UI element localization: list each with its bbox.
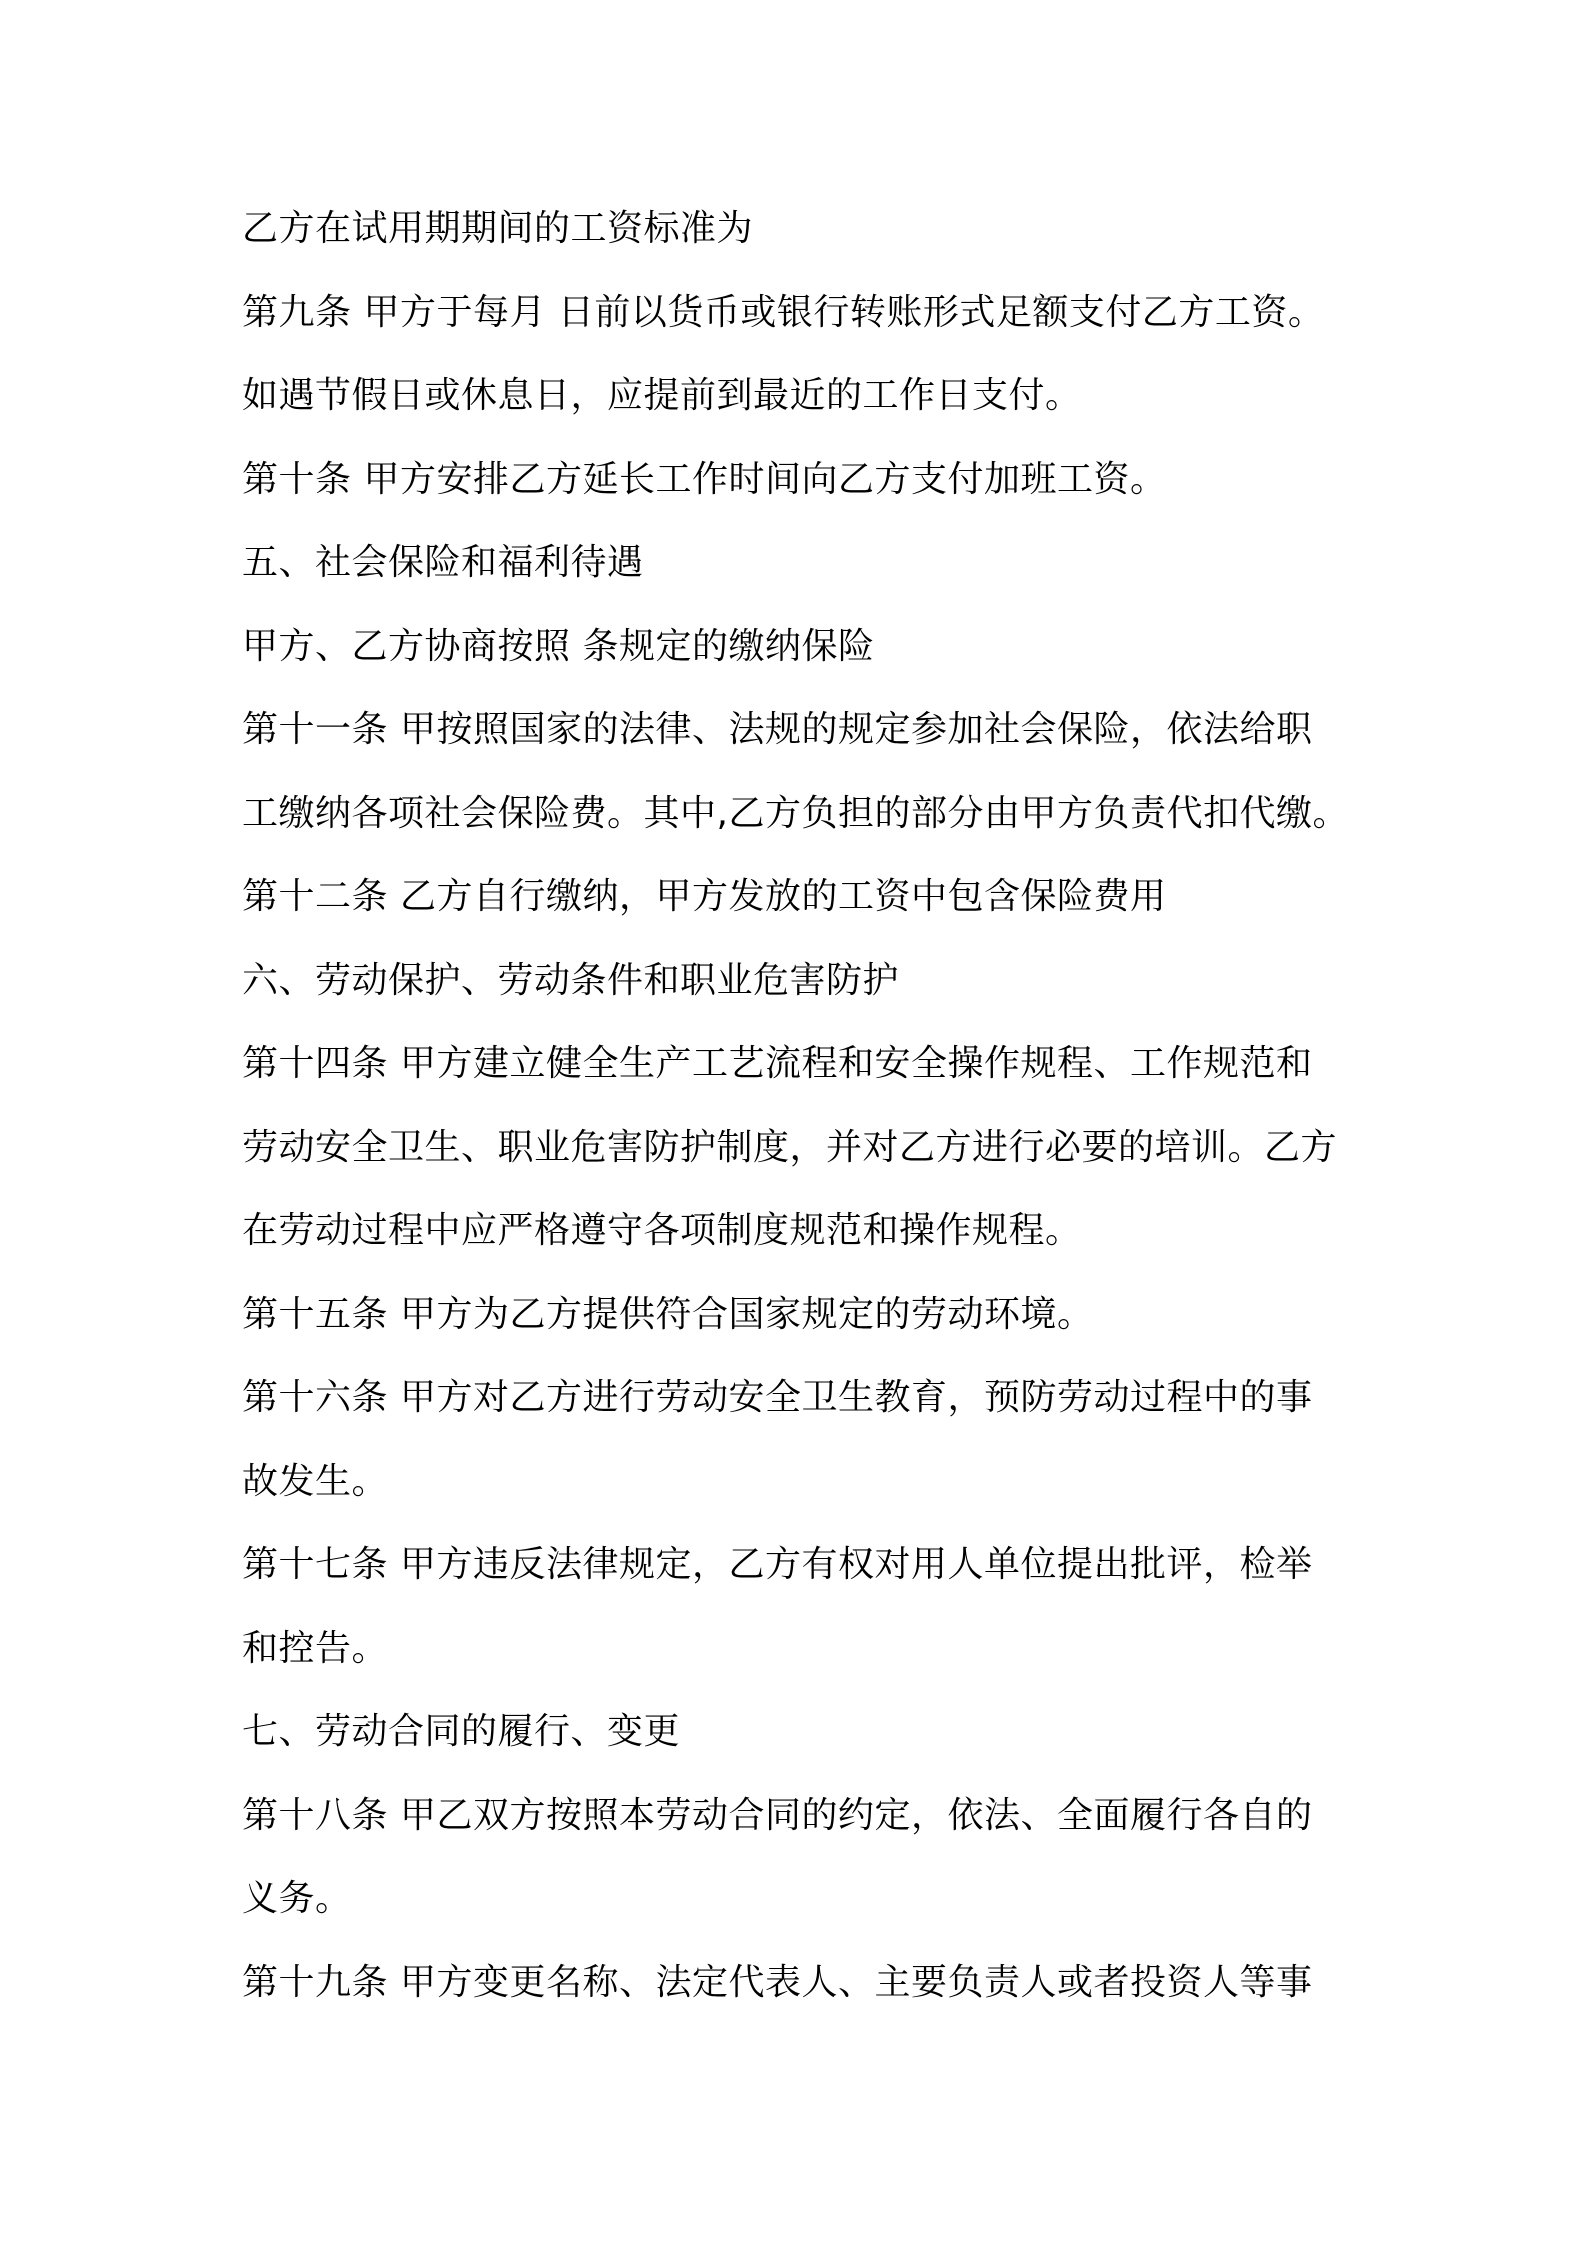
text-line: 在劳动过程中应严格遵守各项制度规范和操作规程。 (242, 1210, 1082, 1251)
text-line: 第十四条 甲方建立健全生产工艺流程和安全操作规程、工作规范和 (242, 1043, 1313, 1084)
text-line: 第十九条 甲方变更名称、法定代表人、主要负责人或者投资人等事 (242, 1961, 1313, 2003)
text-line: 乙方在试用期期间的工资标准为 (242, 208, 754, 249)
text-line: 如遇节假日或休息日，应提前到最近的工作日支付。 (242, 375, 1082, 416)
text-line: 甲方、乙方协商按照 条规定的缴纳保险 (242, 625, 875, 667)
text-line: 第十六条 甲方对乙方进行劳动安全卫生教育，预防劳动过程中的事 (242, 1377, 1313, 1418)
text-line: 和控告。 (242, 1627, 389, 1669)
text-line: 工缴纳各项社会保险费。其中,乙方负担的部分由甲方负责代扣代缴。 (242, 792, 1349, 834)
text-line: 第十条 甲方安排乙方延长工作时间向乙方支付加班工资。 (242, 458, 1167, 500)
text-line: 劳动安全卫生、职业危害防护制度，并对乙方进行必要的培训。乙方 (242, 1126, 1338, 1168)
text-line: 故发生。 (242, 1460, 389, 1502)
section-heading: 六、劳动保护、劳动条件和职业危害防护 (242, 959, 900, 1001)
section-heading: 五、社会保险和福利待遇 (242, 542, 644, 583)
text-line: 第十八条 甲乙双方按照本劳动合同的约定，依法、全面履行各自的 (242, 1794, 1313, 1836)
text-line: 第十二条 乙方自行缴纳，甲方发放的工资中包含保险费用 (242, 876, 1167, 917)
section-heading: 七、劳动合同的履行、变更 (242, 1711, 681, 1752)
text-line: 第九条 甲方于每月 日前以货币或银行转账形式足额支付乙方工资。 (242, 291, 1325, 333)
document-body (242, 197, 1357, 2034)
text-line: 第十七条 甲方违反法律规定，乙方有权对用人单位提出批评，检举 (242, 1544, 1313, 1585)
text-line: 义务。 (242, 1878, 352, 1919)
text-line: 第十五条 甲方为乙方提供符合国家规定的劳动环境。 (242, 1293, 1094, 1335)
text-line: 第十一条 甲按照国家的法律、法规的规定参加社会保险，依法给职 (242, 709, 1313, 750)
